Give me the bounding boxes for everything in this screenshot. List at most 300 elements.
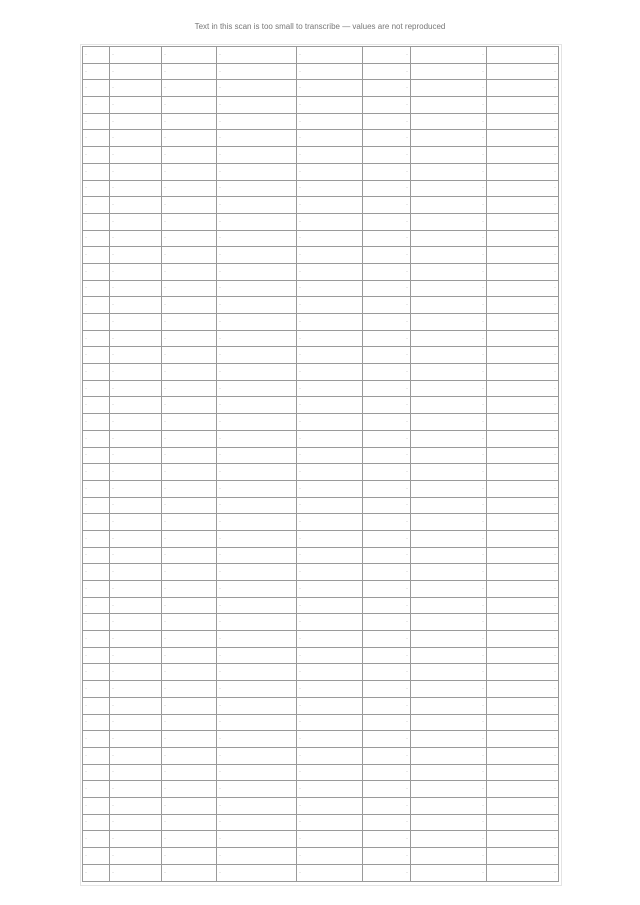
cell-area: —	[363, 564, 411, 581]
cell-location: —	[162, 130, 217, 147]
cell-value-1: —	[411, 681, 487, 698]
cell-permitted-use: —	[297, 113, 363, 130]
table-row	[83, 113, 559, 130]
cell-permitted-use: —	[297, 347, 363, 364]
cell-value-2: —	[487, 197, 559, 214]
cell-area: —	[363, 547, 411, 564]
cell-row-number: —	[83, 731, 110, 748]
cell-row-number: —	[83, 247, 110, 264]
cell-permitted-use: —	[297, 263, 363, 280]
cell-value-1: —	[411, 347, 487, 364]
cell-land-category: —	[217, 63, 297, 80]
cell-row-number: —	[83, 581, 110, 598]
cell-location: —	[162, 814, 217, 831]
table-row	[83, 547, 559, 564]
cell-land-category: —	[217, 731, 297, 748]
cell-value-1: —	[411, 97, 487, 114]
cell-area: —	[363, 97, 411, 114]
cell-land-category: —	[217, 430, 297, 447]
cell-land-category: —	[217, 497, 297, 514]
cell-area: —	[363, 263, 411, 280]
cell-value-1: —	[411, 564, 487, 581]
cell-value-1: —	[411, 814, 487, 831]
cell-land-category: —	[217, 581, 297, 598]
cell-cadastral-number: —	[110, 430, 162, 447]
cell-area: —	[363, 314, 411, 331]
table-row	[83, 781, 559, 798]
cell-location: —	[162, 464, 217, 481]
cell-cadastral-number: —	[110, 63, 162, 80]
cell-area: —	[363, 747, 411, 764]
cell-permitted-use: —	[297, 831, 363, 848]
cell-row-number: —	[83, 263, 110, 280]
cell-value-2: —	[487, 230, 559, 247]
cell-land-category: —	[217, 247, 297, 264]
cell-cadastral-number: —	[110, 480, 162, 497]
cell-value-1: —	[411, 380, 487, 397]
cell-area: —	[363, 631, 411, 648]
cell-land-category: —	[217, 314, 297, 331]
cell-value-2: —	[487, 297, 559, 314]
cell-location: —	[162, 63, 217, 80]
cell-value-1: —	[411, 697, 487, 714]
table-row	[83, 514, 559, 531]
cell-row-number: —	[83, 113, 110, 130]
cell-value-1: —	[411, 480, 487, 497]
cell-land-category: —	[217, 230, 297, 247]
cell-cadastral-number: —	[110, 647, 162, 664]
cell-value-2: —	[487, 831, 559, 848]
cell-value-1: —	[411, 414, 487, 431]
cell-location: —	[162, 330, 217, 347]
cell-value-2: —	[487, 280, 559, 297]
cell-value-1: —	[411, 397, 487, 414]
cell-land-category: —	[217, 280, 297, 297]
cell-area: —	[363, 697, 411, 714]
cell-location: —	[162, 664, 217, 681]
cell-land-category: —	[217, 814, 297, 831]
cell-location: —	[162, 581, 217, 598]
cell-row-number: —	[83, 180, 110, 197]
cell-permitted-use: —	[297, 697, 363, 714]
cell-permitted-use: —	[297, 163, 363, 180]
cell-value-2: —	[487, 247, 559, 264]
cell-cadastral-number: —	[110, 530, 162, 547]
cell-area: —	[363, 781, 411, 798]
cell-value-1: —	[411, 464, 487, 481]
table-row	[83, 263, 559, 280]
cell-permitted-use: —	[297, 414, 363, 431]
cell-location: —	[162, 614, 217, 631]
cell-cadastral-number: —	[110, 664, 162, 681]
cell-value-1: —	[411, 330, 487, 347]
cell-value-2: —	[487, 47, 559, 64]
cell-permitted-use: —	[297, 430, 363, 447]
cell-value-2: —	[487, 113, 559, 130]
cell-land-category: —	[217, 614, 297, 631]
cell-row-number: —	[83, 447, 110, 464]
cell-area: —	[363, 514, 411, 531]
cell-value-1: —	[411, 113, 487, 130]
cell-area: —	[363, 464, 411, 481]
cell-row-number: —	[83, 80, 110, 97]
table-row	[83, 647, 559, 664]
cell-area: —	[363, 113, 411, 130]
cell-cadastral-number: —	[110, 547, 162, 564]
cell-cadastral-number: —	[110, 213, 162, 230]
cell-cadastral-number: —	[110, 97, 162, 114]
cell-value-1: —	[411, 63, 487, 80]
cell-location: —	[162, 47, 217, 64]
table-row	[83, 163, 559, 180]
cell-row-number: —	[83, 297, 110, 314]
cell-value-1: —	[411, 447, 487, 464]
cell-permitted-use: —	[297, 631, 363, 648]
cell-land-category: —	[217, 297, 297, 314]
table-row	[83, 130, 559, 147]
table-row	[83, 280, 559, 297]
cell-value-2: —	[487, 781, 559, 798]
cell-value-2: —	[487, 314, 559, 331]
cell-area: —	[363, 864, 411, 881]
cell-value-1: —	[411, 314, 487, 331]
cell-location: —	[162, 97, 217, 114]
cell-permitted-use: —	[297, 480, 363, 497]
cell-location: —	[162, 247, 217, 264]
cell-permitted-use: —	[297, 230, 363, 247]
cell-value-2: —	[487, 397, 559, 414]
cell-permitted-use: —	[297, 747, 363, 764]
cell-area: —	[363, 297, 411, 314]
cell-land-category: —	[217, 180, 297, 197]
cell-permitted-use: —	[297, 97, 363, 114]
cell-value-2: —	[487, 764, 559, 781]
cell-row-number: —	[83, 614, 110, 631]
table-row	[83, 497, 559, 514]
cell-area: —	[363, 163, 411, 180]
cell-location: —	[162, 831, 217, 848]
cell-row-number: —	[83, 480, 110, 497]
table-row	[83, 364, 559, 381]
table-row	[83, 864, 559, 881]
cell-cadastral-number: —	[110, 831, 162, 848]
cell-location: —	[162, 797, 217, 814]
cell-area: —	[363, 414, 411, 431]
cell-permitted-use: —	[297, 47, 363, 64]
cell-area: —	[363, 497, 411, 514]
cell-location: —	[162, 714, 217, 731]
cell-value-1: —	[411, 547, 487, 564]
cell-value-1: —	[411, 230, 487, 247]
cell-cadastral-number: —	[110, 697, 162, 714]
cell-cadastral-number: —	[110, 230, 162, 247]
cell-cadastral-number: —	[110, 714, 162, 731]
table-row	[83, 47, 559, 64]
cell-value-1: —	[411, 80, 487, 97]
cell-value-1: —	[411, 747, 487, 764]
cell-location: —	[162, 514, 217, 531]
cell-permitted-use: —	[297, 764, 363, 781]
cell-location: —	[162, 197, 217, 214]
cell-location: —	[162, 547, 217, 564]
cell-location: —	[162, 430, 217, 447]
cell-area: —	[363, 647, 411, 664]
cell-value-1: —	[411, 614, 487, 631]
cell-land-category: —	[217, 113, 297, 130]
cell-land-category: —	[217, 330, 297, 347]
cell-row-number: —	[83, 330, 110, 347]
cell-permitted-use: —	[297, 297, 363, 314]
cell-land-category: —	[217, 631, 297, 648]
cell-permitted-use: —	[297, 514, 363, 531]
cell-permitted-use: —	[297, 564, 363, 581]
cell-value-1: —	[411, 581, 487, 598]
cell-permitted-use: —	[297, 597, 363, 614]
cell-row-number: —	[83, 380, 110, 397]
cell-value-2: —	[487, 797, 559, 814]
cell-cadastral-number: —	[110, 314, 162, 331]
cell-value-2: —	[487, 614, 559, 631]
cell-area: —	[363, 180, 411, 197]
cell-permitted-use: —	[297, 397, 363, 414]
cell-value-1: —	[411, 764, 487, 781]
cell-value-1: —	[411, 247, 487, 264]
cell-permitted-use: —	[297, 63, 363, 80]
cell-land-category: —	[217, 597, 297, 614]
cell-cadastral-number: —	[110, 113, 162, 130]
cell-value-2: —	[487, 147, 559, 164]
cell-cadastral-number: —	[110, 130, 162, 147]
table-row	[83, 564, 559, 581]
cell-cadastral-number: —	[110, 797, 162, 814]
cell-land-category: —	[217, 197, 297, 214]
cell-value-2: —	[487, 497, 559, 514]
table-row	[83, 380, 559, 397]
cell-row-number: —	[83, 664, 110, 681]
cell-row-number: —	[83, 97, 110, 114]
cell-location: —	[162, 697, 217, 714]
cell-value-1: —	[411, 647, 487, 664]
cell-land-category: —	[217, 564, 297, 581]
cell-value-2: —	[487, 864, 559, 881]
cell-land-category: —	[217, 397, 297, 414]
cell-cadastral-number: —	[110, 581, 162, 598]
cell-area: —	[363, 247, 411, 264]
cell-cadastral-number: —	[110, 80, 162, 97]
cell-cadastral-number: —	[110, 347, 162, 364]
cell-permitted-use: —	[297, 864, 363, 881]
cell-area: —	[363, 364, 411, 381]
cell-land-category: —	[217, 263, 297, 280]
cell-location: —	[162, 163, 217, 180]
cell-location: —	[162, 414, 217, 431]
cell-cadastral-number: —	[110, 180, 162, 197]
cell-land-category: —	[217, 80, 297, 97]
cell-land-category: —	[217, 464, 297, 481]
cell-area: —	[363, 614, 411, 631]
table-row	[83, 664, 559, 681]
cell-row-number: —	[83, 631, 110, 648]
cell-value-1: —	[411, 664, 487, 681]
cell-area: —	[363, 63, 411, 80]
cell-value-1: —	[411, 497, 487, 514]
table-row	[83, 330, 559, 347]
table-row	[83, 180, 559, 197]
cell-row-number: —	[83, 864, 110, 881]
cell-location: —	[162, 297, 217, 314]
cell-value-1: —	[411, 631, 487, 648]
cell-permitted-use: —	[297, 781, 363, 798]
cell-value-2: —	[487, 514, 559, 531]
cell-value-2: —	[487, 130, 559, 147]
cell-location: —	[162, 497, 217, 514]
cell-permitted-use: —	[297, 848, 363, 865]
cell-location: —	[162, 480, 217, 497]
cell-cadastral-number: —	[110, 397, 162, 414]
land-plot-register-table	[82, 46, 559, 882]
cell-land-category: —	[217, 764, 297, 781]
cell-location: —	[162, 263, 217, 280]
cell-land-category: —	[217, 547, 297, 564]
table-row	[83, 230, 559, 247]
cell-value-2: —	[487, 681, 559, 698]
cell-permitted-use: —	[297, 464, 363, 481]
cell-cadastral-number: —	[110, 864, 162, 881]
cell-value-1: —	[411, 297, 487, 314]
cell-permitted-use: —	[297, 797, 363, 814]
cell-row-number: —	[83, 280, 110, 297]
cell-land-category: —	[217, 864, 297, 881]
cell-location: —	[162, 647, 217, 664]
cell-permitted-use: —	[297, 814, 363, 831]
table-row	[83, 714, 559, 731]
cell-location: —	[162, 147, 217, 164]
cell-value-2: —	[487, 814, 559, 831]
cell-area: —	[363, 347, 411, 364]
table-row	[83, 314, 559, 331]
cell-value-2: —	[487, 213, 559, 230]
cell-value-1: —	[411, 514, 487, 531]
cell-permitted-use: —	[297, 614, 363, 631]
cell-permitted-use: —	[297, 364, 363, 381]
cell-permitted-use: —	[297, 681, 363, 698]
table-row	[83, 63, 559, 80]
cell-location: —	[162, 731, 217, 748]
cell-location: —	[162, 848, 217, 865]
cell-area: —	[363, 664, 411, 681]
cell-row-number: —	[83, 714, 110, 731]
table-row	[83, 764, 559, 781]
cell-area: —	[363, 380, 411, 397]
cell-cadastral-number: —	[110, 147, 162, 164]
illegible-note: Text in this scan is too small to transcribe — values are not reproduced	[194, 22, 446, 31]
cell-value-2: —	[487, 697, 559, 714]
cell-permitted-use: —	[297, 581, 363, 598]
cell-value-2: —	[487, 364, 559, 381]
cell-value-2: —	[487, 63, 559, 80]
cell-permitted-use: —	[297, 530, 363, 547]
cell-permitted-use: —	[297, 714, 363, 731]
cell-area: —	[363, 397, 411, 414]
cell-row-number: —	[83, 647, 110, 664]
cell-area: —	[363, 831, 411, 848]
cell-row-number: —	[83, 314, 110, 331]
cell-value-1: —	[411, 597, 487, 614]
cell-permitted-use: —	[297, 547, 363, 564]
cell-value-1: —	[411, 430, 487, 447]
cell-location: —	[162, 747, 217, 764]
cell-value-2: —	[487, 447, 559, 464]
cell-land-category: —	[217, 147, 297, 164]
cell-cadastral-number: —	[110, 297, 162, 314]
cell-value-1: —	[411, 731, 487, 748]
cell-value-1: —	[411, 180, 487, 197]
cell-value-2: —	[487, 647, 559, 664]
cell-value-2: —	[487, 430, 559, 447]
cell-area: —	[363, 581, 411, 598]
cell-value-2: —	[487, 714, 559, 731]
cell-location: —	[162, 380, 217, 397]
cell-value-2: —	[487, 848, 559, 865]
cell-permitted-use: —	[297, 80, 363, 97]
cell-row-number: —	[83, 364, 110, 381]
cell-row-number: —	[83, 213, 110, 230]
cell-permitted-use: —	[297, 213, 363, 230]
table-row	[83, 347, 559, 364]
table-row	[83, 814, 559, 831]
cell-location: —	[162, 397, 217, 414]
cell-area: —	[363, 848, 411, 865]
cell-permitted-use: —	[297, 147, 363, 164]
cell-value-1: —	[411, 147, 487, 164]
cell-area: —	[363, 597, 411, 614]
cell-value-2: —	[487, 747, 559, 764]
cell-area: —	[363, 681, 411, 698]
cell-cadastral-number: —	[110, 364, 162, 381]
table-row	[83, 581, 559, 598]
cell-row-number: —	[83, 63, 110, 80]
cell-value-2: —	[487, 480, 559, 497]
cell-location: —	[162, 864, 217, 881]
cell-permitted-use: —	[297, 447, 363, 464]
cell-land-category: —	[217, 681, 297, 698]
cell-value-1: —	[411, 530, 487, 547]
cell-value-2: —	[487, 731, 559, 748]
cell-cadastral-number: —	[110, 614, 162, 631]
cell-value-2: —	[487, 547, 559, 564]
cell-cadastral-number: —	[110, 247, 162, 264]
cell-area: —	[363, 430, 411, 447]
cell-area: —	[363, 130, 411, 147]
cell-value-1: —	[411, 197, 487, 214]
cell-row-number: —	[83, 414, 110, 431]
table-row	[83, 97, 559, 114]
cell-cadastral-number: —	[110, 380, 162, 397]
cell-value-1: —	[411, 714, 487, 731]
cell-land-category: —	[217, 97, 297, 114]
cell-permitted-use: —	[297, 664, 363, 681]
table-row	[83, 731, 559, 748]
cell-cadastral-number: —	[110, 280, 162, 297]
cell-value-1: —	[411, 130, 487, 147]
cell-area: —	[363, 764, 411, 781]
table-row	[83, 848, 559, 865]
cell-area: —	[363, 447, 411, 464]
cell-row-number: —	[83, 197, 110, 214]
cell-value-1: —	[411, 280, 487, 297]
cell-cadastral-number: —	[110, 631, 162, 648]
cell-value-2: —	[487, 330, 559, 347]
